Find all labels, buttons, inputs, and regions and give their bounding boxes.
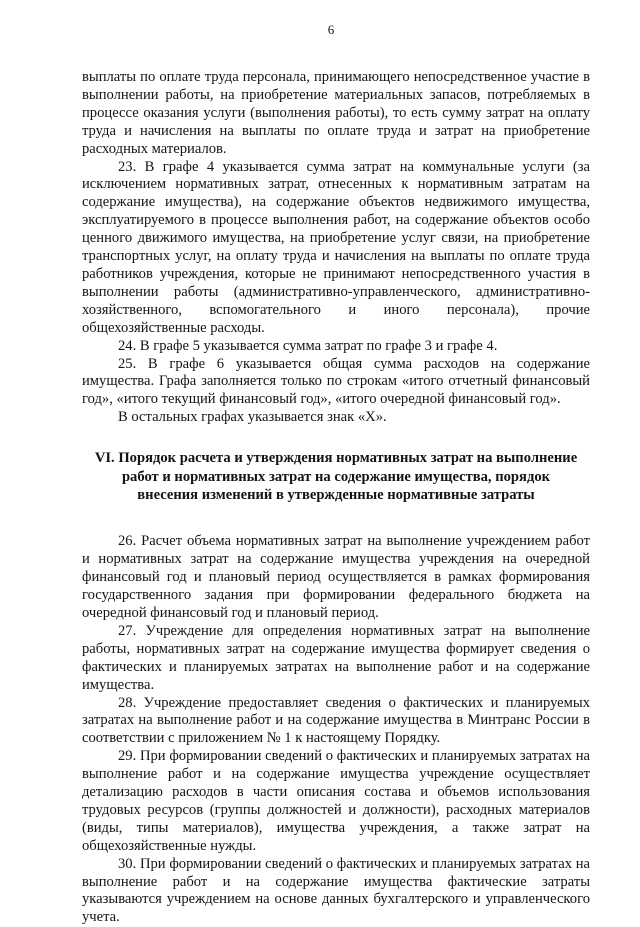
page-number: 6: [327, 22, 335, 37]
paragraph-continuation: выплаты по оплате труда персонала, принимающего непосредственное участие в выполнении работы, на приобретение материальных запасов, потребляемых в процессе оказания услуги (выполнения работы), то есть сумму затрат на оплату труда и начисления на выплаты по оплате труда и затрат на приобретение расходных материалов.: [82, 69, 590, 157]
text-block-before: [82, 69, 590, 427]
paragraph-26: 26. Расчет объема нормативных затрат на выполнение учреждением работ и нормативных затрат на содержание имущества учреждения на очередной финансовый год и плановый период осуществляется в рамках формирования государственного задания при формировании федерального бюджета на очередной финансовый год и плановый период.: [82, 533, 590, 621]
paragraph-30: 30. При формировании сведений о фактических и планируемых затратах на выполнение работ и на содержание имущества фактические затраты указываются учреждением на основе данных бухгалтерского и управленческого учета.: [82, 855, 590, 926]
paragraph-25-note: В остальных графах указывается знак «Х».: [118, 409, 387, 426]
paragraph-23: 23. В графе 4 указывается сумма затрат на коммунальные услуги (за исключением нормативных затрат, отнесенных к нормативным затратам на содержание имущества), на содержание объектов недвижимого имущества, эксплуатируемого в процессе выполнения работ, на содержание объектов особо ценного движимого имущества, на приобретение услуг связи, на приобретение транспортных услуг, на оплату труда и начисления на выплаты по оплате труда работников учреждения, которые не принимают непосредственного участия в выполнении работы (административно-управленческого, административно-хозяйственного, вспомогательного и иного персонала), прочие общехозяйственные расходы.: [82, 158, 590, 336]
section-heading: VI. Порядок расчета и утверждения нормативных затрат на выполнение работ и нормативных затрат на содержание имущества, порядок внесения изменений в утвержденные нормативные затраты: [94, 450, 578, 503]
paragraph-28: 28. Учреждение предоставляет сведения о фактических и планируемых затратах на выполнение работ и на содержание имущества в Минтранс России в соответствии с приложением № 1 к настоящему Порядку.: [82, 694, 590, 747]
text-block-after: [82, 533, 590, 927]
paragraph-29: 29. При формировании сведений о фактических и планируемых затратах на выполнение работ и на содержание имущества учреждение осуществляет детализацию расходов в части описания состава и объемов использования трудовых ресурсов (группы должностей и должности), расходных материалов (виды, типы материалов), имущества учреждения, а также затрат на общехозяйственные нужды.: [82, 748, 590, 854]
paragraph-25: 25. В графе 6 указывается общая сумма расходов на содержание имущества. Графа заполняется только по строкам «итого отчетный финансовый год», «итого текущий финансовый год», «итого очередной финансовый год».: [82, 355, 590, 408]
paragraph-27: 27. Учреждение для определения нормативных затрат на выполнение работы, нормативных затрат на содержание имущества формирует сведения о фактических и планируемых затратах на выполнение работ и на содержание имущества.: [82, 622, 590, 693]
paragraph-24: 24. В графе 5 указывается сумма затрат по графе 3 и графе 4.: [118, 337, 498, 354]
